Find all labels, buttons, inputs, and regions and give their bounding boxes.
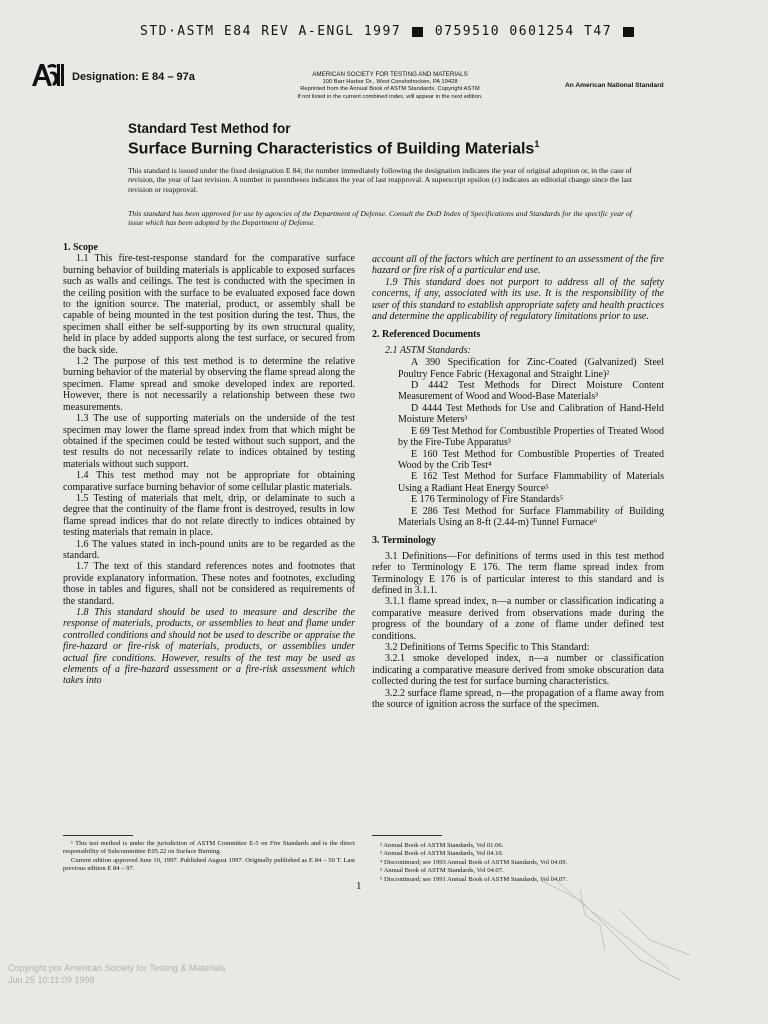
footnote-3: ³ Annual Book of ASTM Standards, Vol 04.10.	[380, 850, 504, 858]
paragraph-1-7: 1.7 The text of this standard references notes and footnotes that provide explanatory information. These notes and footnotes, excluding those in tables and figures, shall not be considered as requirements of the standard.	[63, 561, 355, 607]
standard-code-b: 0759510 0601254 T47	[434, 24, 613, 39]
footnote-4: ⁴ Discontinued; see 1993 Annual Book of ASTM Standards, Vol 04.09.	[380, 858, 568, 866]
designation: Designation: E 84 – 97a	[72, 71, 195, 83]
watermark-line-2: Jun 25 10:11:09 1998	[8, 975, 95, 985]
black-mark-2	[623, 27, 634, 37]
copyright-watermark	[8, 962, 225, 986]
paragraph-1-4: 1.4 This test method may not be appropriate for obtaining comparative surface burning behavior of some cellular plastic materials.	[63, 470, 355, 493]
paragraph-3-1: 3.1 Definitions—For definitions of terms used in this test method refer to Terminology E 176. The term flame spread index from Terminology E 176 is of particular interest to this standard and is defined in 3.1.1.	[372, 550, 664, 596]
paragraph-1-2: 1.2 The purpose of this test method is to determine the relative burning behavior of the material by observing the flame spread along the specimen. Flame spread and smoke developed index are reported. However, there is not necessarily a relationship between these two measurements.	[63, 356, 355, 413]
right-column	[372, 254, 664, 710]
scan-smudge-mark	[520, 870, 740, 1000]
paragraph-1-9: 1.9 This standard does not purport to address all of the safety concerns, if any, associated with its use. It is the responsibility of the user of this standard to establish appropriate safety and health practices and determine the applicability of regulatory limitations prior to use.	[372, 276, 664, 323]
section-heading-scope: 1. Scope	[63, 242, 98, 253]
paragraph-1-3: 1.3 The use of supporting materials on the underside of the test specimen may lower the flame spread index from that which might be obtained if the specimen could be tested without such support, and the test results do not necessarily relate to indices obtained by testing materials without such support.	[63, 413, 355, 470]
footnote-1: ¹ This test method is under the jurisdiction of ASTM Committee E-5 on Fire Standards and is the direct responsibility of Subcommittee E05.22 on Surface Burning.	[63, 840, 355, 856]
paragraph-3-1-1: 3.1.1 flame spread index, n—a number or classification indicating a comparative measure derived from observations made during the progress of the boundary of a zone of flame under defined test conditions.	[372, 596, 664, 642]
astm-standards-subheading: 2.1 ASTM Standards:	[385, 344, 471, 356]
reference-item: E 162 Test Method for Surface Flammability of Materials Using a Radiant Heat Energy Source⁵	[398, 471, 664, 494]
footnote-2: ² Annual Book of ASTM Standards, Vol 01.06.	[380, 842, 504, 849]
title-line-1: Standard Test Method for	[128, 121, 291, 136]
ans-label: An American National Standard	[565, 82, 664, 89]
astm-logo-icon	[30, 60, 66, 90]
footnotes-left	[63, 840, 355, 874]
footnote-rule-left	[63, 835, 133, 836]
footnote-6: ⁶ Discontinued; see 1991 Annual Book of ASTM Standards, Vol 04.07.	[380, 875, 568, 883]
reference-item: E 286 Test Method for Surface Flammability of Building Materials Using an 8-ft (2.44-m) Tunnel Furnace⁶	[398, 505, 664, 528]
reference-item: E 69 Test Method for Combustible Properties of Treated Wood by the Fire-Tube Apparatus³	[398, 425, 664, 449]
reference-item: E 160 Test Method for Combustible Properties of Treated Wood by the Crib Test⁴	[398, 448, 664, 471]
page-number: 1	[356, 880, 362, 892]
reference-item: E 176 Terminology of Fire Standards⁵	[411, 494, 564, 506]
section-heading-terminology: 3. Terminology	[372, 535, 436, 547]
society-name: AMERICAN SOCIETY FOR TESTING AND MATERIALS	[312, 71, 468, 78]
black-mark-1	[412, 27, 423, 37]
reference-item: A 390 Specification for Zinc-Coated (Galvanized) Steel Poultry Fence Fabric (Hexagonal and Straight Line)²	[398, 357, 664, 380]
designation-notice: This standard is issued under the fixed designation E 84; the number immediately following the designation indicates the year of original adoption or, in the case of revision, the year of last revision. A number in parentheses indicates the year of last reapproval. A superscript epsilon (ε) indicates an editorial change since the last revision or reapproval.	[128, 166, 632, 194]
footnote-rule-right	[372, 835, 442, 836]
paragraph-1-1: 1.1 This fire-test-response standard for the comparative surface burning behavior of building materials is applicable to exposed surfaces such as walls and ceilings. The test is conducted with the specimen in the ceiling position with the surface to be evaluated exposed face down to the ignition source. The material, product, or assembly shall be capable of being mounted in the test position during the test. Thus, the specimen shall either be self-supporting by its own structural quality, held in place by added supports along the test surface, or secured from the back side.	[63, 253, 355, 356]
paragraph-1-5: 1.5 Testing of materials that melt, drip, or delaminate to such a degree that the continuity of the flame front is destroyed, results in low flame spread indices that do not relate directly to indices obtained by testing materials that remain in place.	[63, 492, 355, 539]
section-heading-referenced: 2. Referenced Documents	[372, 329, 481, 341]
left-column	[63, 242, 355, 687]
paragraph-1-8: 1.8 This standard should be used to measure and describe the response of materials, products, or assemblies to heat and flame under controlled conditions and should not be used to describe or appraise the fire-hazard or fire-risk of materials, products, or assemblies under actual fire conditions. However, results of the test may be used as elements of a fire-hazard assessment or a fire-risk assessment which takes into	[63, 607, 355, 687]
dod-approval-notice: This standard has been approved for use by agencies of the Department of Defense. Consult the DoD Index of Specifications and Standards for the specific year of issue which has been adopted by the Department of Defense.	[128, 209, 632, 228]
society-block	[280, 71, 500, 101]
footnote-5: ⁵ Annual Book of ASTM Standards, Vol 04.07.	[380, 867, 504, 875]
title-text: Surface Burning Characteristics of Building Materials	[128, 140, 535, 158]
paragraph-1-8-continued: account all of the factors which are pertinent to an assessment of the fire hazard or fire risk of a particular end use.	[372, 254, 664, 277]
index-note: If not listed in the current combined index, will appear in the next edition.	[297, 93, 483, 100]
title-footnote-mark: 1	[534, 139, 540, 149]
paragraph-3-2: 3.2 Definitions of Terms Specific to This Standard:	[385, 642, 590, 653]
paragraph-3-2-1: 3.2.1 smoke developed index, n—a number or classification indicating a comparative measure derived from smoke obscuration data collected during the test for surface burning characteristics.	[372, 653, 664, 688]
referenced-list	[385, 357, 664, 528]
reprint-note: Reprinted from the Annual Book of ASTM Standards. Copyright ASTM	[300, 86, 480, 93]
reference-item: D 4444 Test Methods for Use and Calibration of Hand-Held Moisture Meters³	[398, 402, 664, 426]
watermark-line-1: Copyright por American Society for Testing & Materials	[8, 963, 226, 973]
paragraph-1-6: 1.6 The values stated in inch-pound units are to be regarded as the standard.	[63, 538, 355, 561]
society-address: 100 Barr Harbor Dr., West Conshohocken, PA 19428	[322, 78, 458, 85]
standard-code-a: STD·ASTM E84 REV A-ENGL 1997	[140, 24, 402, 39]
paragraph-3-2-2: 3.2.2 surface flame spread, n—the propagation of a flame away from the source of ignition across the surface of the specimen.	[372, 687, 664, 711]
footnote-1-edition: Current edition approved June 10, 1997. Published August 1997. Originally published as E 84 – 50 T. Last previous edition E 84 – 97.	[63, 856, 355, 873]
reference-item: D 4442 Test Methods for Direct Moisture Content Measurement of Wood and Wood-Base Materials³	[398, 380, 664, 403]
standard-code-line	[140, 24, 636, 39]
title-line-2	[128, 139, 539, 158]
